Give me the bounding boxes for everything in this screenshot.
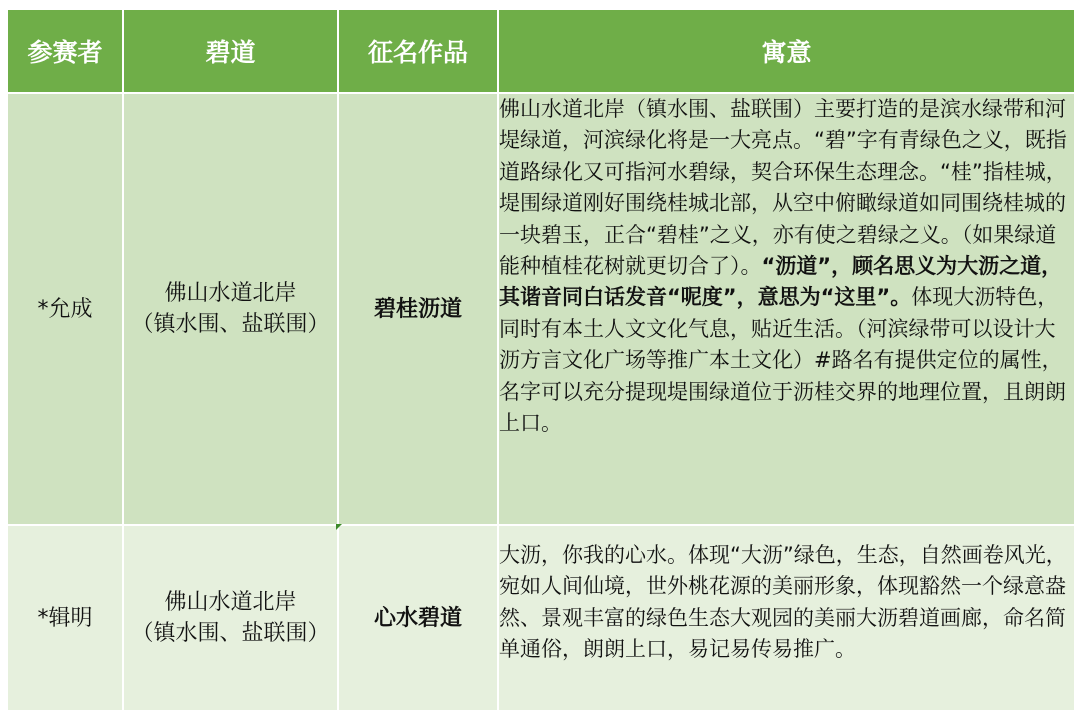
greenway-cell [123, 93, 338, 525]
greenway-name: 佛山水道北岸 [164, 281, 297, 306]
header-row [7, 9, 1075, 93]
meaning-text: 佛山水道北岸（镇水围、盐联围）主要打造的是滨水绿带和河堤绿道，河滨绿化将是一大亮点。“碧”字有青绿色之义，既指道路绿化又可指河水碧绿，契合环保生态理念。“桂”指桂城，堤围绿道刚好围绕桂城北部，从空中俯瞰绿道如同围绕桂城的一块碧玉，正合“碧桂”之义，亦有使之碧绿之义。（如果绿道能种植桂花树就更切合了）。 [499, 97, 1067, 279]
header-meaning: 寓意 [498, 9, 1075, 93]
meaning-cell [498, 93, 1075, 525]
cell-corner-marker [336, 524, 342, 530]
meaning-highlight: “沥道”，顾名思义为大沥之道，其谐音同白话发音“呢度”，意思为“这里”。 [499, 254, 1063, 310]
meaning-text-continued: 体现大沥特色，同时有本土人文文化气息，贴近生活。（河滨绿带可以设计大沥方言文化广场等推广本土文化）#路名有提供定位的属性，名字可以充分提现堤围绿道位于沥桂交界的地理位置，且朗朗上口。 [499, 285, 1066, 436]
contestant-cell: *辑明 [7, 525, 123, 711]
greenway-name: 佛山水道北岸 [164, 590, 297, 615]
header-greenway: 碧道 [123, 9, 338, 93]
entries-table [6, 8, 1076, 712]
work-cell: 碧桂沥道 [338, 93, 498, 525]
greenway-cell [123, 525, 338, 711]
contestant-cell: *允成 [7, 93, 123, 525]
header-contestant: 参赛者 [7, 9, 123, 93]
work-cell: 心水碧道 [338, 525, 498, 711]
header-work: 征名作品 [338, 9, 498, 93]
greenway-area: （镇水围、盐联围） [131, 312, 330, 337]
greenway-area: （镇水围、盐联围） [131, 621, 330, 646]
table-row [7, 525, 1075, 711]
meaning-cell: 大沥，你我的心水。体现“大沥”绿色，生态，自然画卷风光，宛如人间仙境，世外桃花源的美丽形象，体现豁然一个绿意盎然、景观丰富的绿色生态大观园的美丽大沥碧道画廊，命名简单通俗，朗朗上口，易记易传易推广。 [498, 525, 1075, 711]
table-row [7, 93, 1075, 525]
